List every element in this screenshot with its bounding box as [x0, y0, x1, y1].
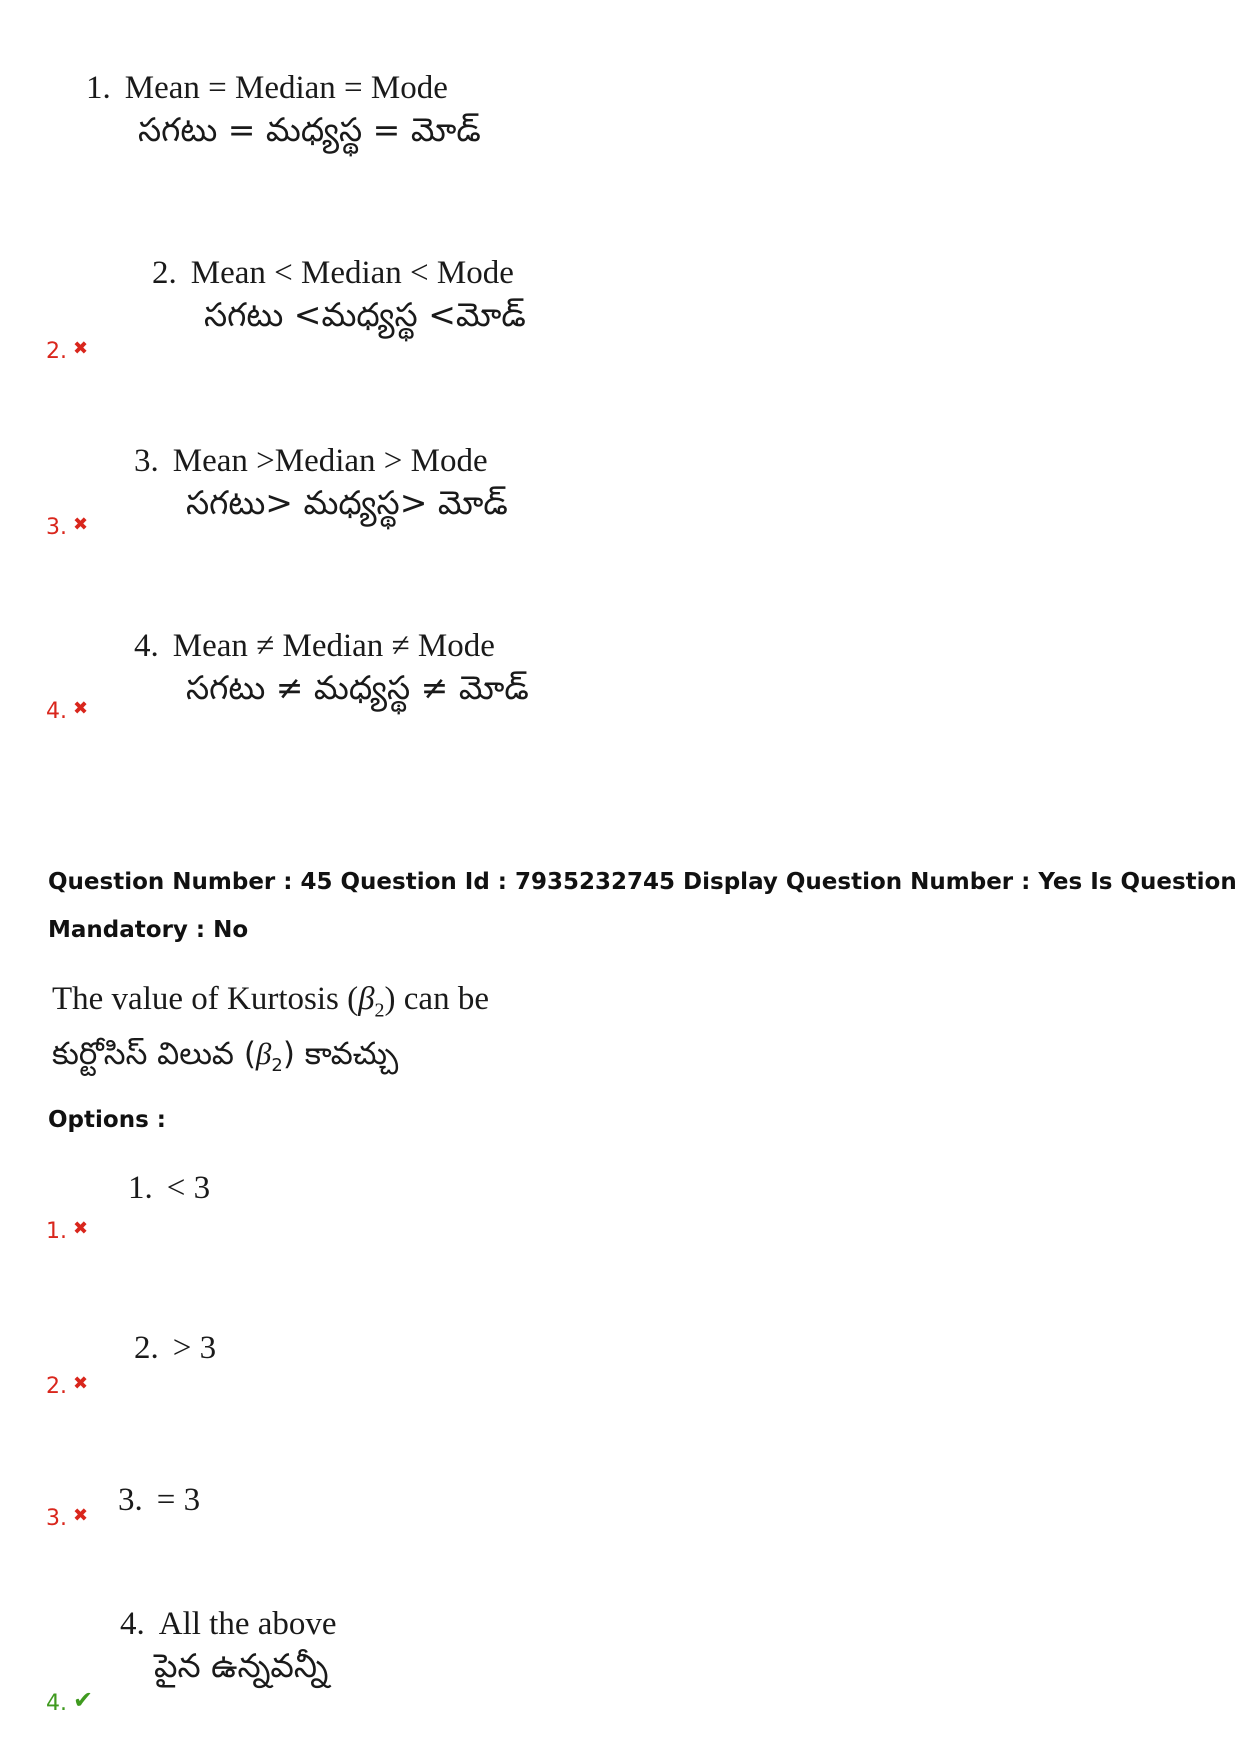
- option-text-te: సగటు ≠ మధ్యస్థ ≠ మోడ్: [186, 668, 529, 707]
- option-text-te: సగటు <మధ్యస్థ <మోడ్: [204, 295, 526, 334]
- question-meta-line2: Mandatory : No: [48, 917, 249, 943]
- option-text-en: Mean ≠ Median ≠ Mode: [172, 628, 495, 664]
- option-2: [134, 1328, 216, 1368]
- beta-symbol: β: [358, 981, 375, 1017]
- option-3: [118, 1480, 200, 1520]
- options-label: Options :: [48, 1107, 166, 1133]
- question-meta: [48, 858, 1237, 954]
- question-meta-line1: Question Number : 45 Question Id : 7935232745 Display Question Number : Yes Is Question: [48, 869, 1237, 895]
- cross-icon: ✖: [73, 698, 89, 719]
- option-number: 4.: [120, 1606, 145, 1642]
- prev-option-1: [86, 68, 481, 152]
- cross-icon: ✖: [73, 514, 89, 535]
- option-result-marker: 4. ✖: [46, 698, 89, 724]
- question-text-te-prefix: కుర్టోసిస్ విలువ (: [52, 1035, 256, 1072]
- option-text-te: సగటు = మధ్యస్థ = మోడ్: [138, 110, 481, 149]
- option-text: All the above: [158, 1606, 337, 1642]
- option-text: > 3: [172, 1330, 217, 1366]
- question-text-en-suffix: ) can be: [384, 981, 489, 1017]
- option-number: 3.: [118, 1482, 143, 1518]
- cross-icon: ✖: [73, 338, 89, 359]
- option-text-en: Mean >Median > Mode: [172, 443, 488, 479]
- option-text: = 3: [156, 1482, 201, 1518]
- prev-option-2: [152, 253, 526, 337]
- option-result-marker: 4. ✔: [46, 1686, 94, 1716]
- question-text: [52, 978, 489, 1088]
- check-icon: ✔: [73, 1686, 94, 1714]
- option-result-marker: 3. ✖: [46, 514, 89, 540]
- option-result-marker: 2. ✖: [46, 1373, 89, 1399]
- option-result-marker: 3. ✖: [46, 1505, 89, 1531]
- cross-icon: ✖: [73, 1373, 89, 1394]
- option-number: 2.: [134, 1330, 159, 1366]
- option-number: 2.: [152, 255, 177, 291]
- question-text-en-prefix: The value of Kurtosis (: [52, 981, 359, 1017]
- option-1: [128, 1168, 210, 1208]
- cross-icon: ✖: [73, 1505, 89, 1526]
- option-text-te: పైన ఉన్నవన్నీ: [154, 1646, 329, 1685]
- prev-option-4: [134, 626, 529, 710]
- option-text-en: Mean = Median = Mode: [124, 70, 448, 106]
- question-text-te-suffix: ) కావచ్చు: [282, 1035, 399, 1072]
- option-text: < 3: [166, 1170, 211, 1206]
- cross-icon: ✖: [73, 1218, 89, 1239]
- beta-subscript: 2: [374, 999, 385, 1022]
- prev-option-3: [134, 441, 508, 525]
- beta-subscript: 2: [271, 1054, 283, 1076]
- option-number: 1.: [128, 1170, 153, 1206]
- option-result-marker: 2. ✖: [46, 338, 89, 364]
- option-number: 3.: [134, 443, 159, 479]
- option-text-en: Mean < Median < Mode: [190, 255, 514, 291]
- option-number: 1.: [86, 70, 111, 106]
- option-4: [120, 1604, 337, 1688]
- option-text-te: సగటు> మధ్యస్థ> మోడ్: [186, 483, 508, 522]
- option-result-marker: 1. ✖: [46, 1218, 89, 1244]
- option-number: 4.: [134, 628, 159, 664]
- beta-symbol: β: [255, 1035, 272, 1071]
